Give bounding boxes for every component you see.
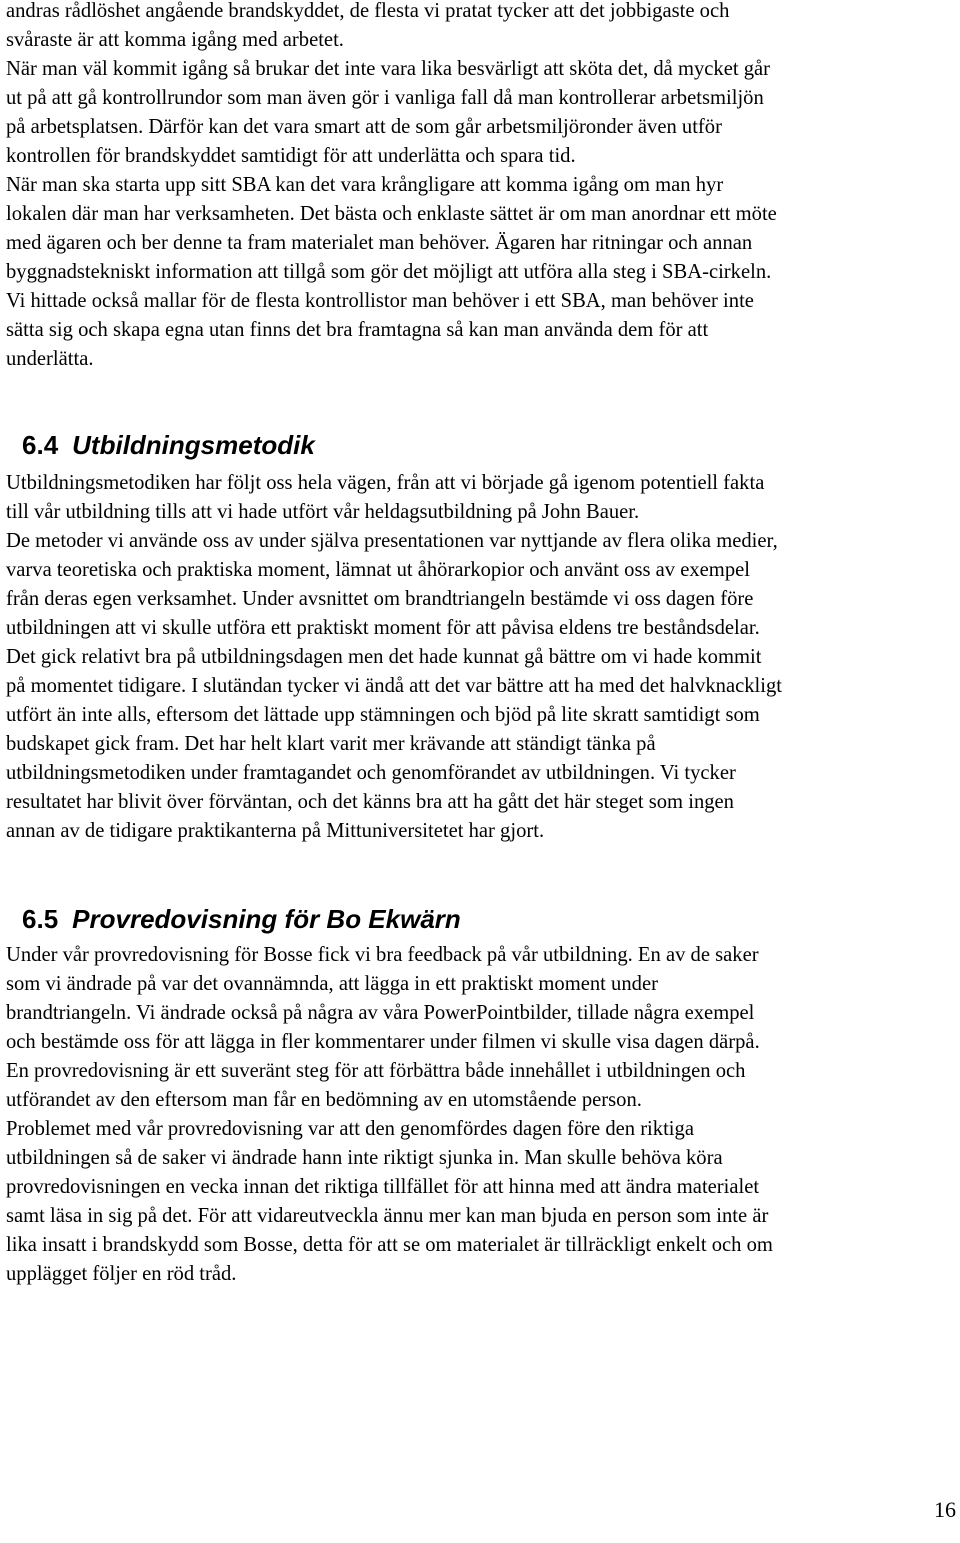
body-text-line: lika insatt i brandskydd som Bosse, detta för att se om materialet är tillräckligt enkelt och om bbox=[6, 1234, 773, 1256]
section-heading-6-5 bbox=[22, 902, 461, 936]
body-text-line: budskapet gick fram. Det har helt klart varit mer krävande att ständigt tänka på bbox=[6, 733, 656, 755]
body-text-line: När man väl kommit igång så brukar det inte vara lika besvärligt att sköta det, då mycket går bbox=[6, 58, 771, 80]
body-text-line: utbildningen att vi skulle utföra ett praktiskt moment för att påvisa eldens tre beståndsdelar. bbox=[6, 617, 760, 639]
body-text-line: annan av de tidigare praktikanterna på Mittuniversitetet har gjort. bbox=[6, 820, 545, 842]
section-number-main: 6. bbox=[22, 904, 44, 934]
body-text-line: utfört än inte alls, eftersom det lättade upp stämningen och bjöd på lite skratt samtidigt som bbox=[6, 704, 760, 726]
body-text-line: Utbildningsmetodiken har följt oss hela vägen, från att vi började gå igenom potentiell fakta bbox=[6, 472, 765, 494]
body-text-line: brandtriangeln. Vi ändrade också på några av våra PowerPointbilder, tillade några exempel bbox=[6, 1002, 755, 1024]
section-title: Utbildningsmetodik bbox=[72, 430, 315, 460]
body-text-line: till vår utbildning tills att vi hade utfört vår heldagsutbildning på John Bauer. bbox=[6, 501, 640, 523]
body-text-line: Det gick relativt bra på utbildningsdagen men det hade kunnat gå bättre om vi hade kommit bbox=[6, 646, 762, 668]
body-text-line: från deras egen verksamhet. Under avsnittet om brandtriangeln bestämde vi oss dagen före bbox=[6, 588, 754, 610]
body-text-line: sätta sig och skapa egna utan finns det bra framtagna så kan man använda dem för att bbox=[6, 319, 709, 341]
body-text-line: med ägaren och ber denne ta fram materialet man behöver. Ägaren har ritningar och annan bbox=[6, 232, 753, 254]
body-text-line: Problemet med vår provredovisning var att den genomfördes dagen före den riktiga bbox=[6, 1118, 694, 1140]
body-text-line: och bestämde oss för att lägga in fler kommentarer under filmen vi skulle visa dagen därpå. bbox=[6, 1031, 760, 1053]
body-text-line: utförandet av den eftersom man får en bedömning av en utomstående person. bbox=[6, 1089, 642, 1111]
body-text-line: underlätta. bbox=[6, 348, 94, 370]
body-text-line: Under vår provredovisning för Bosse fick vi bra feedback på vår utbildning. En av de saker bbox=[6, 944, 759, 966]
body-text-line: utbildningsmetodiken under framtagandet och genomförandet av utbildningen. Vi tycker bbox=[6, 762, 736, 784]
body-text-line: provredovisningen en vecka innan det riktiga tillfället för att hinna med att ändra materialet bbox=[6, 1176, 760, 1198]
section-title: Provredovisning för Bo Ekwärn bbox=[72, 904, 461, 934]
body-text-line: byggnadstekniskt information att tillgå som gör det möjligt att utföra alla steg i SBA-cirkeln. bbox=[6, 261, 772, 283]
section-number-sub: 4 bbox=[43, 430, 59, 460]
section-number-sub: 5 bbox=[43, 904, 59, 934]
section-number-main: 6. bbox=[22, 430, 44, 460]
body-text-line: En provredovisning är ett suveränt steg för att förbättra både innehållet i utbildningen och bbox=[6, 1060, 746, 1082]
body-text-line: lokalen där man har verksamheten. Det bästa och enklaste sättet är om man anordnar ett möte bbox=[6, 203, 777, 225]
body-text-line: De metoder vi använde oss av under själva presentationen var nyttjande av flera olika medier, bbox=[6, 530, 778, 552]
body-text-line: utbildningen så de saker vi ändrade hann inte riktigt sjunka in. Man skulle behöva köra bbox=[6, 1147, 723, 1169]
body-text-line: Vi hittade också mallar för de flesta kontrollistor man behöver i ett SBA, man behöver inte bbox=[6, 290, 754, 312]
body-text-line: samt läsa in sig på det. För att vidareutveckla ännu mer kan man bjuda en person som inte är bbox=[6, 1205, 769, 1227]
body-text-line: kontrollen för brandskyddet samtidigt för att underlätta och spara tid. bbox=[6, 145, 576, 167]
body-text-line: resultatet har blivit över förväntan, och det känns bra att ha gått det här steget som ingen bbox=[6, 791, 734, 813]
body-text-line: andras rådlöshet angående brandskyddet, de flesta vi pratat tycker att det jobbigaste och bbox=[6, 0, 730, 22]
body-text-line: på arbetsplatsen. Därför kan det vara smart att de som går arbetsmiljöronder även utför bbox=[6, 116, 722, 138]
body-text-line: varva teoretiska och praktiska moment, lämnat ut åhörarkopior och använt oss av exempel bbox=[6, 559, 750, 581]
body-text-line: När man ska starta upp sitt SBA kan det vara krångligare att komma igång om man hyr bbox=[6, 174, 724, 196]
body-text-line: ut på att gå kontrollrundor som man även gör i vanliga fall då man kontrollerar arbetsmiljön bbox=[6, 87, 764, 109]
body-text-line: svåraste är att komma igång med arbetet. bbox=[6, 29, 344, 51]
page-number: 16 bbox=[934, 1497, 956, 1522]
section-heading-6-4 bbox=[22, 428, 315, 462]
body-text-line: på momentet tidigare. I slutändan tycker vi ändå att det var bättre att ha med det halvknackligt bbox=[6, 675, 782, 697]
body-text-line: upplägget följer en röd tråd. bbox=[6, 1263, 237, 1285]
body-text-line: som vi ändrade på var det ovannämnda, att lägga in ett praktiskt moment under bbox=[6, 973, 658, 995]
